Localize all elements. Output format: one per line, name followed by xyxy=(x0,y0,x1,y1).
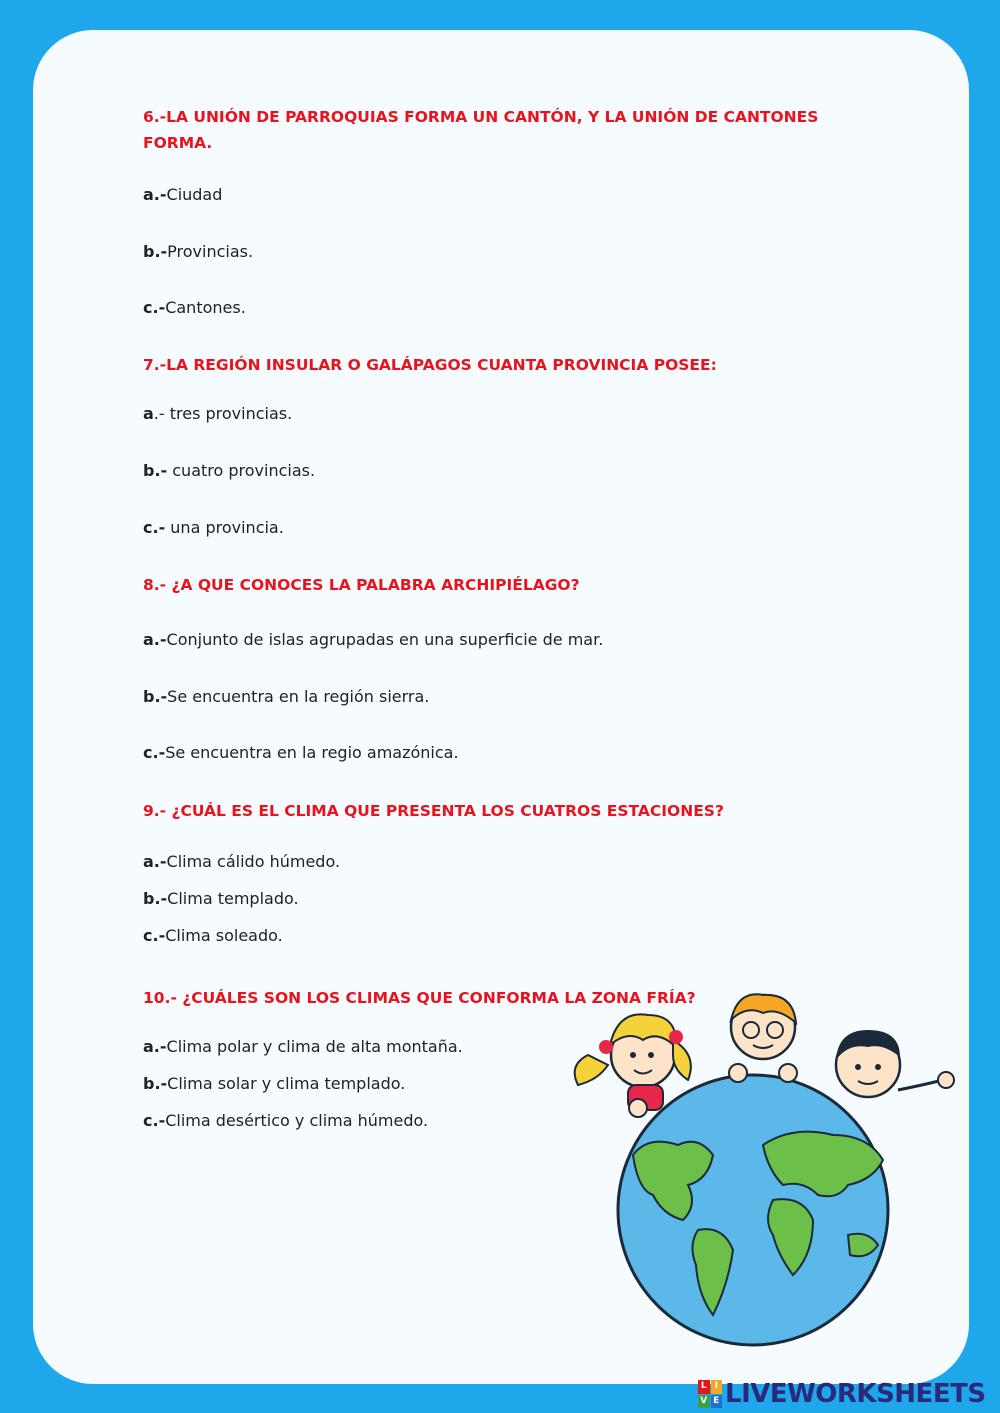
option-letter: a.- xyxy=(143,630,167,649)
logo-letter: V xyxy=(698,1395,710,1409)
question-10-option-a[interactable] xyxy=(143,1036,463,1058)
option-text: Clima desértico y clima húmedo. xyxy=(165,1111,429,1130)
option-letter: c.- xyxy=(143,298,166,317)
question-8-option-c[interactable] xyxy=(143,742,459,764)
question-10-option-b[interactable] xyxy=(143,1073,405,1095)
girl-eye-right xyxy=(648,1052,654,1058)
question-10-title: 10.- ¿CUÁLES SON LOS CLIMAS QUE CONFORMA LA ZONA FRÍA? xyxy=(143,989,696,1007)
question-9-option-b[interactable] xyxy=(143,888,299,910)
option-text: Se encuentra en la región sierra. xyxy=(167,687,430,706)
option-letter: c.- xyxy=(143,926,166,945)
option-letter: c.- xyxy=(143,1111,166,1130)
option-text: Provincias. xyxy=(167,242,254,261)
question-6-option-a[interactable] xyxy=(143,184,222,206)
logo-letter: E xyxy=(711,1395,723,1409)
question-10-option-c[interactable] xyxy=(143,1110,428,1132)
girl-bow-right xyxy=(669,1030,683,1044)
globe-ocean xyxy=(618,1075,888,1345)
question-7-option-c[interactable] xyxy=(143,517,284,539)
logo-letter: I xyxy=(711,1380,723,1394)
option-text: Clima polar y clima de alta montaña. xyxy=(166,1037,463,1056)
question-8-option-a[interactable] xyxy=(143,629,603,651)
boy-hand-left xyxy=(729,1064,747,1082)
liveworksheets-logo[interactable] xyxy=(698,1378,998,1410)
question-9-title: 9.- ¿CUÁL ES EL CLIMA QUE PRESENTA LOS CUATROS ESTACIONES? xyxy=(143,802,724,820)
question-7-option-b[interactable] xyxy=(143,460,315,482)
option-letter: a.- xyxy=(143,1037,167,1056)
option-text: Conjunto de islas agrupadas en una superficie de mar. xyxy=(166,630,604,649)
question-8-option-b[interactable] xyxy=(143,686,429,708)
waving-hand xyxy=(938,1072,954,1088)
option-letter: b.- xyxy=(143,889,168,908)
logo-letter: L xyxy=(698,1380,710,1394)
option-text: cuatro provincias. xyxy=(167,461,316,480)
option-text: Clima cálido húmedo. xyxy=(166,852,341,871)
question-8-title: 8.- ¿A QUE CONOCES LA PALABRA ARCHIPIÉLAGO? xyxy=(143,576,580,594)
children-on-earth-globe-illustration xyxy=(548,985,968,1365)
question-6-title: 6.-LA UNIÓN DE PARROQUIAS FORMA UN CANTÓN, Y LA UNIÓN DE CANTONES FORMA. xyxy=(143,108,819,152)
brand-name: LIVEWORKSHEETS xyxy=(725,1379,986,1409)
option-letter: a.- xyxy=(143,185,167,204)
question-9-option-c[interactable] xyxy=(143,925,283,947)
option-letter: b.- xyxy=(143,242,168,261)
option-letter: b.- xyxy=(143,1074,168,1093)
girl-bow-left xyxy=(599,1040,613,1054)
option-letter: b.- xyxy=(143,461,168,480)
option-letter: b.- xyxy=(143,687,168,706)
live-logo-icon xyxy=(698,1380,722,1408)
boy-dark-eye-left xyxy=(855,1064,861,1070)
option-text: Se encuentra en la regio amazónica. xyxy=(165,743,459,762)
waving-arm xyxy=(898,1080,943,1090)
question-7-title: 7.-LA REGIÓN INSULAR O GALÁPAGOS CUANTA PROVINCIA POSEE: xyxy=(143,356,717,374)
option-text: Clima templado. xyxy=(167,889,299,908)
option-letter: a.- xyxy=(143,852,167,871)
question-6-option-b[interactable] xyxy=(143,241,253,263)
boy-dark-eye-right xyxy=(875,1064,881,1070)
option-letter: c.- xyxy=(143,518,166,537)
girl-hand xyxy=(629,1099,647,1117)
option-text: Clima solar y clima templado. xyxy=(167,1074,406,1093)
question-7-option-a[interactable] xyxy=(143,403,292,425)
question-9-option-a[interactable] xyxy=(143,851,340,873)
option-text: Clima soleado. xyxy=(165,926,283,945)
option-letter: a xyxy=(143,404,154,423)
option-text: Cantones. xyxy=(165,298,246,317)
option-text: Ciudad xyxy=(166,185,223,204)
option-text: .- tres provincias. xyxy=(153,404,293,423)
option-letter: c.- xyxy=(143,743,166,762)
option-text: una provincia. xyxy=(165,518,284,537)
question-6-option-c[interactable] xyxy=(143,297,246,319)
boy-hand-right xyxy=(779,1064,797,1082)
girl-eye-left xyxy=(630,1052,636,1058)
